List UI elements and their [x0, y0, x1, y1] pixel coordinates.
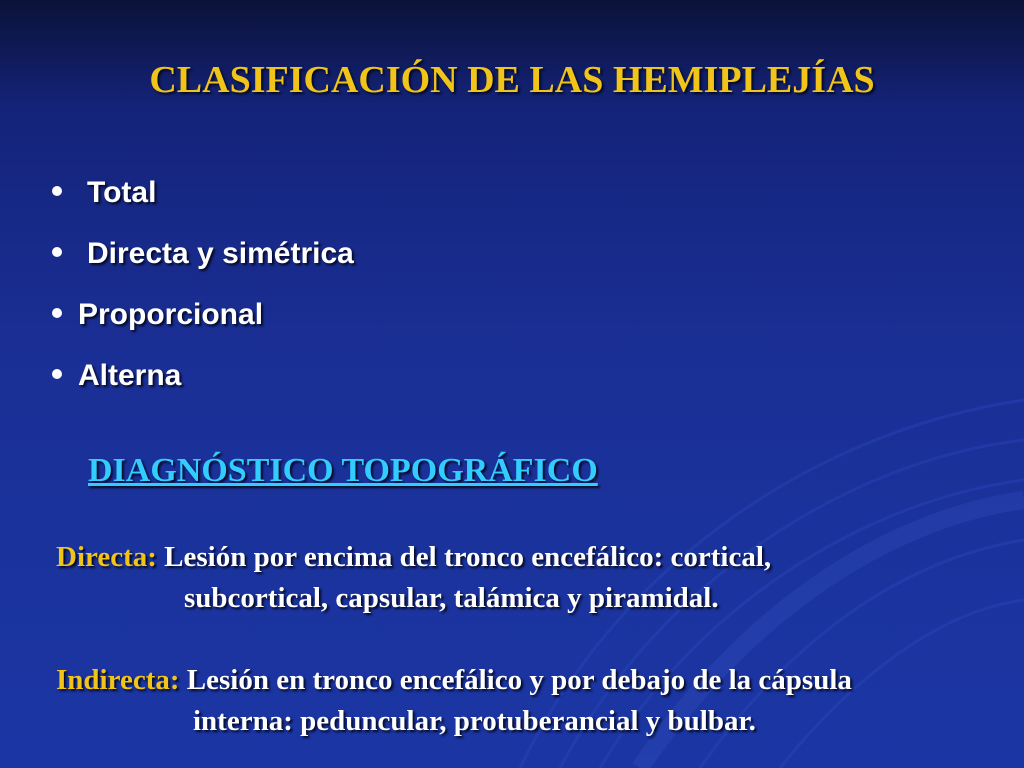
list-item-label: Alterna: [78, 359, 182, 392]
bullet-icon: [52, 308, 62, 318]
list-item-label: Total: [87, 176, 157, 209]
list-item-label: Proporcional: [78, 298, 264, 331]
indirecta-text-line2: interna: peduncular, protuberancial y bulbar.: [193, 705, 756, 737]
list-item: [52, 231, 354, 292]
list-item: [52, 170, 354, 231]
directa-label: Directa:: [56, 541, 157, 573]
indirecta-text-line1: Lesión en tronco encefálico y por debajo de la cápsula: [186, 664, 852, 696]
bullet-icon: [52, 186, 62, 196]
list-item: [52, 292, 354, 353]
list-item: [52, 353, 354, 414]
indirecta-paragraph: [56, 660, 996, 742]
directa-text-line2: subcortical, capsular, talámica y piramidal.: [184, 582, 719, 614]
bullet-icon: [52, 247, 62, 257]
directa-paragraph: [56, 537, 996, 619]
list-item-label: Directa y simétrica: [87, 237, 354, 270]
slide-title: CLASIFICACIÓN DE LAS HEMIPLEJÍAS: [149, 59, 875, 101]
bullet-icon: [52, 369, 62, 379]
directa-text-line1: Lesión por encima del tronco encefálico: cortical,: [164, 541, 772, 573]
indirecta-label: Indirecta:: [56, 664, 180, 696]
classification-list: [52, 170, 354, 414]
diagnostico-topografico-link[interactable]: DIAGNÓSTICO TOPOGRÁFICO: [88, 452, 598, 489]
